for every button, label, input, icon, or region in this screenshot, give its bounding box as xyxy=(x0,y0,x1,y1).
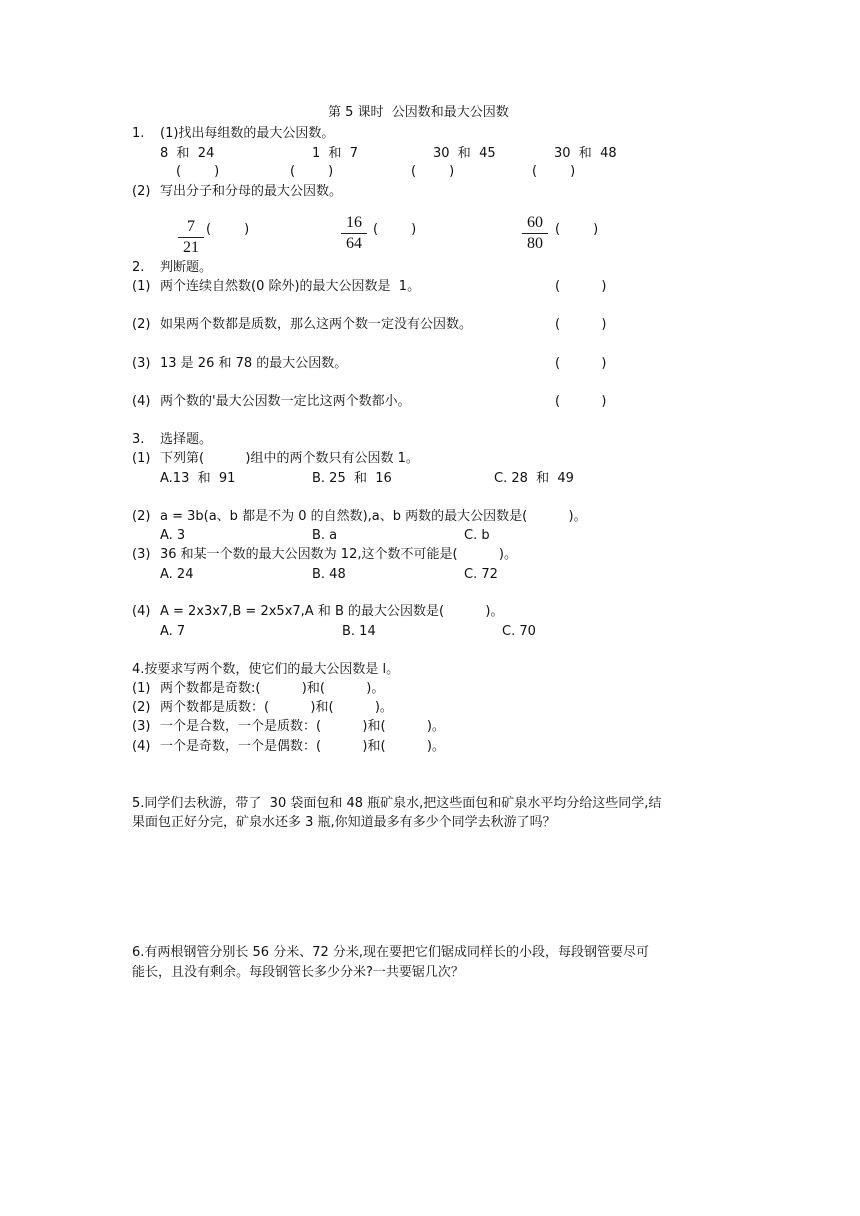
fill-in-item[interactable]: 两个数都是质数：( )和( )。 xyxy=(160,700,393,715)
item-number: (1) xyxy=(132,279,151,294)
fill-in-item[interactable]: 一个是合数，一个是质数：( )和( )。 xyxy=(160,719,445,734)
item-number: (3) xyxy=(132,547,151,562)
fraction-denominator: 21 xyxy=(183,239,199,256)
gcd-group-pair: 30 和 45 xyxy=(433,146,496,161)
answer-blank[interactable]: ( ) xyxy=(206,222,250,237)
item-number: (4) xyxy=(132,604,151,619)
question-1-part2-text: 写出分子和分母的最大公因数。 xyxy=(160,184,343,199)
fraction-bar xyxy=(178,237,204,238)
fraction xyxy=(522,214,548,253)
choice-question: 下列第( )组中的两个数只有公因数 1。 xyxy=(160,451,419,466)
fraction xyxy=(178,218,204,257)
answer-blank[interactable]: ( ) xyxy=(373,222,417,237)
item-number: (2) xyxy=(132,700,151,715)
choice-option-b[interactable]: B. 25 和 16 xyxy=(312,471,392,486)
page-title: 第 5 课时 公因数和最大公因数 xyxy=(328,105,509,120)
fraction xyxy=(341,214,367,253)
choice-option-c[interactable]: C. 72 xyxy=(464,567,498,582)
item-number: (1) xyxy=(132,451,151,466)
choice-option-c[interactable]: C. b xyxy=(464,528,490,543)
true-false-statement: 两个连续自然数(0 除外)的最大公因数是 1。 xyxy=(160,279,421,294)
question-2-title: 判断题。 xyxy=(160,260,213,275)
choice-question: 36 和某一个数的最大公因数为 12,这个数不可能是( )。 xyxy=(160,547,517,562)
choice-option-a[interactable]: A. 7 xyxy=(160,624,186,639)
item-number: (4) xyxy=(132,739,151,754)
question-5-line: 果面包正好分完，矿泉水还多 3 瓶,你知道最多有多少个同学去秋游了吗？ xyxy=(132,815,556,830)
fraction-numerator: 7 xyxy=(187,218,195,235)
question-1-part1-text: (1)找出每组数的最大公因数。 xyxy=(160,126,335,141)
choice-option-c[interactable]: C. 28 和 49 xyxy=(494,471,574,486)
choice-option-a[interactable]: A. 3 xyxy=(160,528,186,543)
answer-blank[interactable]: ( ) xyxy=(532,164,576,179)
item-number: (2) xyxy=(132,317,151,332)
choice-option-b[interactable]: B. 14 xyxy=(342,624,376,639)
fraction-numerator: 16 xyxy=(346,214,362,231)
gcd-group-pair: 8 和 24 xyxy=(160,146,215,161)
answer-blank[interactable]: ( ) xyxy=(290,164,334,179)
item-number: (2) xyxy=(132,509,151,524)
choice-option-a[interactable]: A. 24 xyxy=(160,567,194,582)
answer-blank[interactable]: ( ) xyxy=(176,164,220,179)
fill-in-item[interactable]: 一个是奇数，一个是偶数：( )和( )。 xyxy=(160,739,445,754)
gcd-group-pair: 30 和 48 xyxy=(554,146,617,161)
question-6-line: 能长，且没有剩余。每段钢管长多少分米?一共要锯几次？ xyxy=(132,965,464,980)
fraction-numerator: 60 xyxy=(527,214,543,231)
fill-in-item[interactable]: 两个数都是奇数:( )和( )。 xyxy=(160,681,385,696)
choice-option-b[interactable]: B. 48 xyxy=(312,567,346,582)
choice-option-c[interactable]: C. 70 xyxy=(502,624,536,639)
fraction-denominator: 80 xyxy=(527,235,543,252)
fraction-bar xyxy=(341,233,367,234)
true-false-statement: 两个数的'最大公因数一定比这两个数都小。 xyxy=(160,394,411,409)
fraction-bar xyxy=(522,233,548,234)
question-6-line: 6.有两根钢管分别长 56 分米、72 分米,现在要把它们锯成同样长的小段，每段钢管要尽可 xyxy=(132,945,650,960)
item-number: (1) xyxy=(132,681,151,696)
question-4-title: 4.按要求写两个数，使它们的最大公因数是 l。 xyxy=(132,662,400,677)
item-number: (3) xyxy=(132,356,151,371)
question-1-number: 1. xyxy=(132,126,145,141)
gcd-group-pair: 1 和 7 xyxy=(312,146,359,161)
true-false-statement: 13 是 26 和 78 的最大公因数。 xyxy=(160,356,348,371)
choice-option-a[interactable]: A.13 和 91 xyxy=(160,471,236,486)
item-number: (4) xyxy=(132,394,151,409)
item-number: (3) xyxy=(132,719,151,734)
question-1-part2-number: (2) xyxy=(132,184,151,199)
choice-question: a = 3b(a、b 都是不为 0 的自然数),a、b 两数的最大公因数是( )。 xyxy=(160,509,587,524)
true-false-statement: 如果两个数都是质数，那么这两个数一定没有公因数。 xyxy=(160,317,473,332)
answer-blank[interactable]: ( ) xyxy=(411,164,455,179)
fraction-denominator: 64 xyxy=(346,235,362,252)
question-2-number: 2. xyxy=(132,260,145,275)
choice-question: A = 2x3x7,B = 2x5x7,A 和 B 的最大公因数是( )。 xyxy=(160,604,504,619)
question-3-title: 选择题。 xyxy=(160,432,213,447)
question-5-line: 5.同学们去秋游，带了 30 袋面包和 48 瓶矿泉水,把这些面包和矿泉水平均分给这些同学,结 xyxy=(132,796,662,811)
answer-blank[interactable]: ( ) xyxy=(555,394,607,409)
answer-blank[interactable]: ( ) xyxy=(555,222,599,237)
answer-blank[interactable]: ( ) xyxy=(555,356,607,371)
answer-blank[interactable]: ( ) xyxy=(555,279,607,294)
question-3-number: 3. xyxy=(132,432,145,447)
answer-blank[interactable]: ( ) xyxy=(555,317,607,332)
choice-option-b[interactable]: B. a xyxy=(312,528,338,543)
